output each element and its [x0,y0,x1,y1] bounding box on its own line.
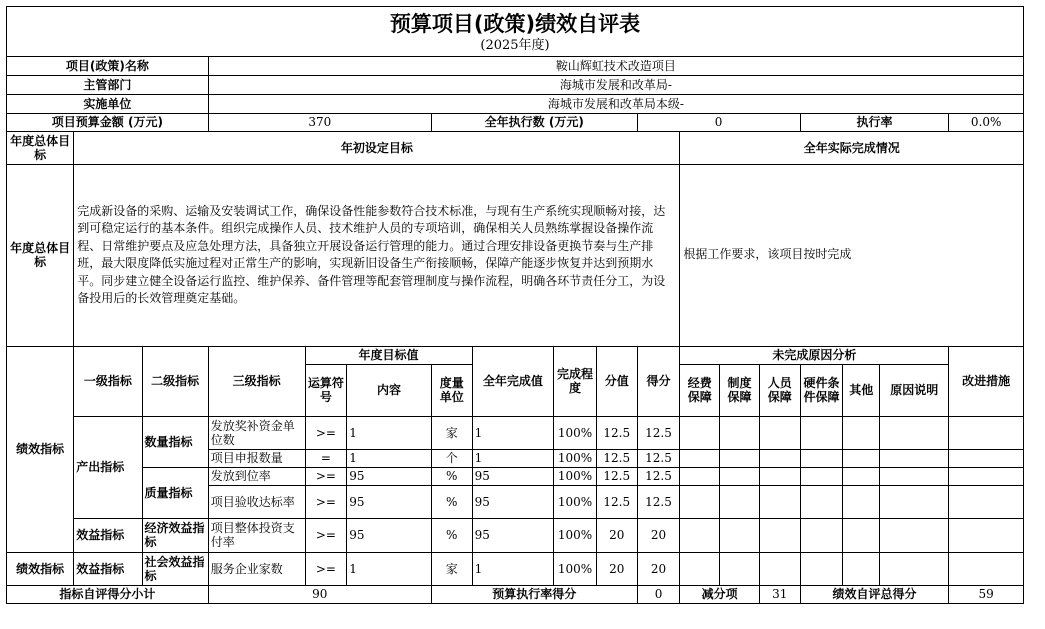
actual-result-header: 全年实际完成情况 [680,131,1024,164]
improve-header: 改进措施 [949,346,1024,416]
perf-indicator-label-2: 绩效指标 [7,552,74,585]
initial-goal-text: 完成新设备的采购、运输及安装调试工作，确保设备性能参数符合技术标准，与现有生产系统实现顺畅对接，达到可稳定运行的基本条件。组织完成操作人员、技术维护人员的专项培训，确保相关人员熟练掌握设备操作流程、日常维护要点及应急处理方法，具备独立开展设备运行管理的能力。通过合理安排设备更换节奏与生产排班，最大限度降低实施过程对正常生产的影响，实现新旧设备生产衔接顺畅，保障产能逐步恢复并达到预期水平。同步建立健全设备运行监控、维护保养、备件管理等配套管理制度与操作流程，明确各环节责任分工，为设备投用后的长效管理奠定基础。 [74,164,680,346]
other-header: 其他 [843,364,880,416]
deduct-label: 减分项 [680,585,759,603]
table-row-improve [949,485,1024,518]
unit-header: 度量单位 [431,364,472,416]
table-row-score: 12.5 [596,485,637,518]
table-row-hardware [800,416,843,449]
deduct-value: 31 [759,585,800,603]
table-row-improve [949,552,1024,585]
full-year-value-header: 全年完成值 [472,346,554,416]
content-header: 内容 [347,364,432,416]
table-row-funding [680,449,720,467]
table-row-l2: 数量指标 [142,416,208,467]
table-row-reason [880,552,949,585]
table-row-reason [880,449,949,467]
level1-header: 一级指标 [74,346,142,416]
table-row-other [843,485,880,518]
table-row-unit: % [431,485,472,518]
page-subtitle: (2025年度) [7,37,1024,56]
table-row-content: 1 [347,416,432,449]
table-row-staff [759,449,800,467]
table-row-content: 95 [347,518,432,552]
page-title: 预算项目(政策)绩效自评表 [7,7,1024,38]
table-row-reason [880,416,949,449]
table-row-got: 12.5 [637,485,680,518]
executed-value: 0 [637,113,800,131]
table-row-got: 12.5 [637,449,680,467]
table-row-unit: 家 [431,552,472,585]
table-row-completion: 100% [554,416,597,449]
system-header: 制度保障 [720,364,760,416]
table-row-hardware [800,449,843,467]
table-row-l2: 经济效益指标 [142,518,208,552]
rate-value: 0.0% [949,113,1024,131]
dept-label: 主管部门 [7,75,209,94]
table-row-hardware [800,552,843,585]
table-row-other [843,467,880,485]
table-row-op: = [305,449,347,467]
unit-value: 海城市发展和改革局本级- [208,94,1023,113]
actual-result-text: 根据工作要求，该项目按时完成 [680,164,1024,346]
table-row-content: 95 [347,467,432,485]
table-row-content: 1 [347,449,432,467]
table-row-system [720,416,760,449]
table-row-l3: 发放奖补资金单位数 [208,416,305,449]
table-row-op: >= [305,485,347,518]
goal-header-label: 年度总体目标 [7,131,74,164]
dept-value: 海城市发展和改革局- [208,75,1023,94]
table-row-staff [759,552,800,585]
annual-target-header: 年度目标值 [305,346,472,364]
table-row-system [720,449,760,467]
total-value: 59 [949,585,1024,603]
table-row-funding [680,518,720,552]
table-row-hardware [800,467,843,485]
subtotal-label: 指标自评得分小计 [7,585,209,603]
level3-header: 三级指标 [208,346,305,416]
table-row-completion: 100% [554,467,597,485]
subtotal-value: 90 [208,585,431,603]
budget-value: 370 [208,113,431,131]
table-row-other [843,518,880,552]
perf-indicator-label: 绩效指标 [7,346,74,552]
table-row-unit: % [431,467,472,485]
table-row-system [720,552,760,585]
table-row-got: 12.5 [637,416,680,449]
table-row-got: 12.5 [637,467,680,485]
table-row-funding [680,416,720,449]
table-row-l2: 社会效益指标 [142,552,208,585]
table-row-got: 20 [637,518,680,552]
table-row-staff [759,518,800,552]
level2-header: 二级指标 [142,346,208,416]
table-row-completion: 100% [554,449,597,467]
table-row-score: 20 [596,518,637,552]
score-got-header: 得分 [637,346,680,416]
table-row-other [843,416,880,449]
completion-header: 完成程度 [554,346,597,416]
table-row-unit: 家 [431,416,472,449]
table-row-op: >= [305,518,347,552]
table-row-got: 20 [637,552,680,585]
table-row-other [843,552,880,585]
table-row-improve [949,467,1024,485]
executed-label: 全年执行数 (万元) [431,113,637,131]
table-row-staff [759,467,800,485]
table-row-staff [759,416,800,449]
table-row-unit: 个 [431,449,472,467]
table-row-improve [949,518,1024,552]
table-row-op: >= [305,467,347,485]
table-row-value: 1 [472,449,554,467]
table-row-hardware [800,485,843,518]
reason-header: 原因说明 [880,364,949,416]
self-evaluation-sheet [6,6,1024,604]
table-row-system [720,485,760,518]
table-row-l3: 发放到位率 [208,467,305,485]
hardware-header: 硬件条件保障 [800,364,843,416]
table-row-system [720,518,760,552]
total-label: 绩效自评总得分 [800,585,949,603]
funding-header: 经费保障 [680,364,720,416]
unfinished-analysis-header: 未完成原因分析 [680,346,949,364]
budget-label: 项目预算金额 (万元) [7,113,209,131]
table-row-unit: % [431,518,472,552]
table-row-content: 1 [347,552,432,585]
table-row-l3: 服务企业家数 [208,552,305,585]
table-row-system [720,467,760,485]
table-row-funding [680,467,720,485]
table-row-staff [759,485,800,518]
table-row-completion: 100% [554,552,597,585]
table-row-completion: 100% [554,485,597,518]
initial-goal-header: 年初设定目标 [74,131,680,164]
table-row-l1: 效益指标 [74,552,142,585]
table-row-reason [880,485,949,518]
table-row-improve [949,416,1024,449]
score-value-header: 分值 [596,346,637,416]
table-row-value: 95 [472,467,554,485]
table-row-improve [949,449,1024,467]
table-row-op: >= [305,552,347,585]
table-row-reason [880,518,949,552]
table-row-l1: 效益指标 [74,518,142,552]
staff-header: 人员保障 [759,364,800,416]
goal-row-label: 年度总体目标 [7,164,74,346]
table-row-l3: 项目验收达标率 [208,485,305,518]
table-row-hardware [800,518,843,552]
table-row-score: 12.5 [596,467,637,485]
table-row-l3: 项目申报数量 [208,449,305,467]
table-row-op: >= [305,416,347,449]
table-row-completion: 100% [554,518,597,552]
table-row-funding [680,552,720,585]
table-row-value: 1 [472,416,554,449]
table-row-content: 95 [347,485,432,518]
project-name-label: 项目(政策)名称 [7,56,209,75]
table-row-value: 95 [472,518,554,552]
table-row-score: 20 [596,552,637,585]
table-row-funding [680,485,720,518]
table-row-l3: 项目整体投资支付率 [208,518,305,552]
table-row-score: 12.5 [596,449,637,467]
unit-label: 实施单位 [7,94,209,113]
budget-score-value: 0 [637,585,680,603]
table-row-other [843,449,880,467]
table-row-l1: 产出指标 [74,416,142,518]
table-row-l2: 质量指标 [142,467,208,518]
table-row-value: 95 [472,485,554,518]
table-row-score: 12.5 [596,416,637,449]
rate-label: 执行率 [800,113,949,131]
operator-header: 运算符号 [305,364,347,416]
table-row-value: 1 [472,552,554,585]
table-row-reason [880,467,949,485]
evaluation-table [6,6,1024,604]
budget-score-label: 预算执行率得分 [431,585,637,603]
project-name-value: 鞍山辉虹技术改造项目 [208,56,1023,75]
